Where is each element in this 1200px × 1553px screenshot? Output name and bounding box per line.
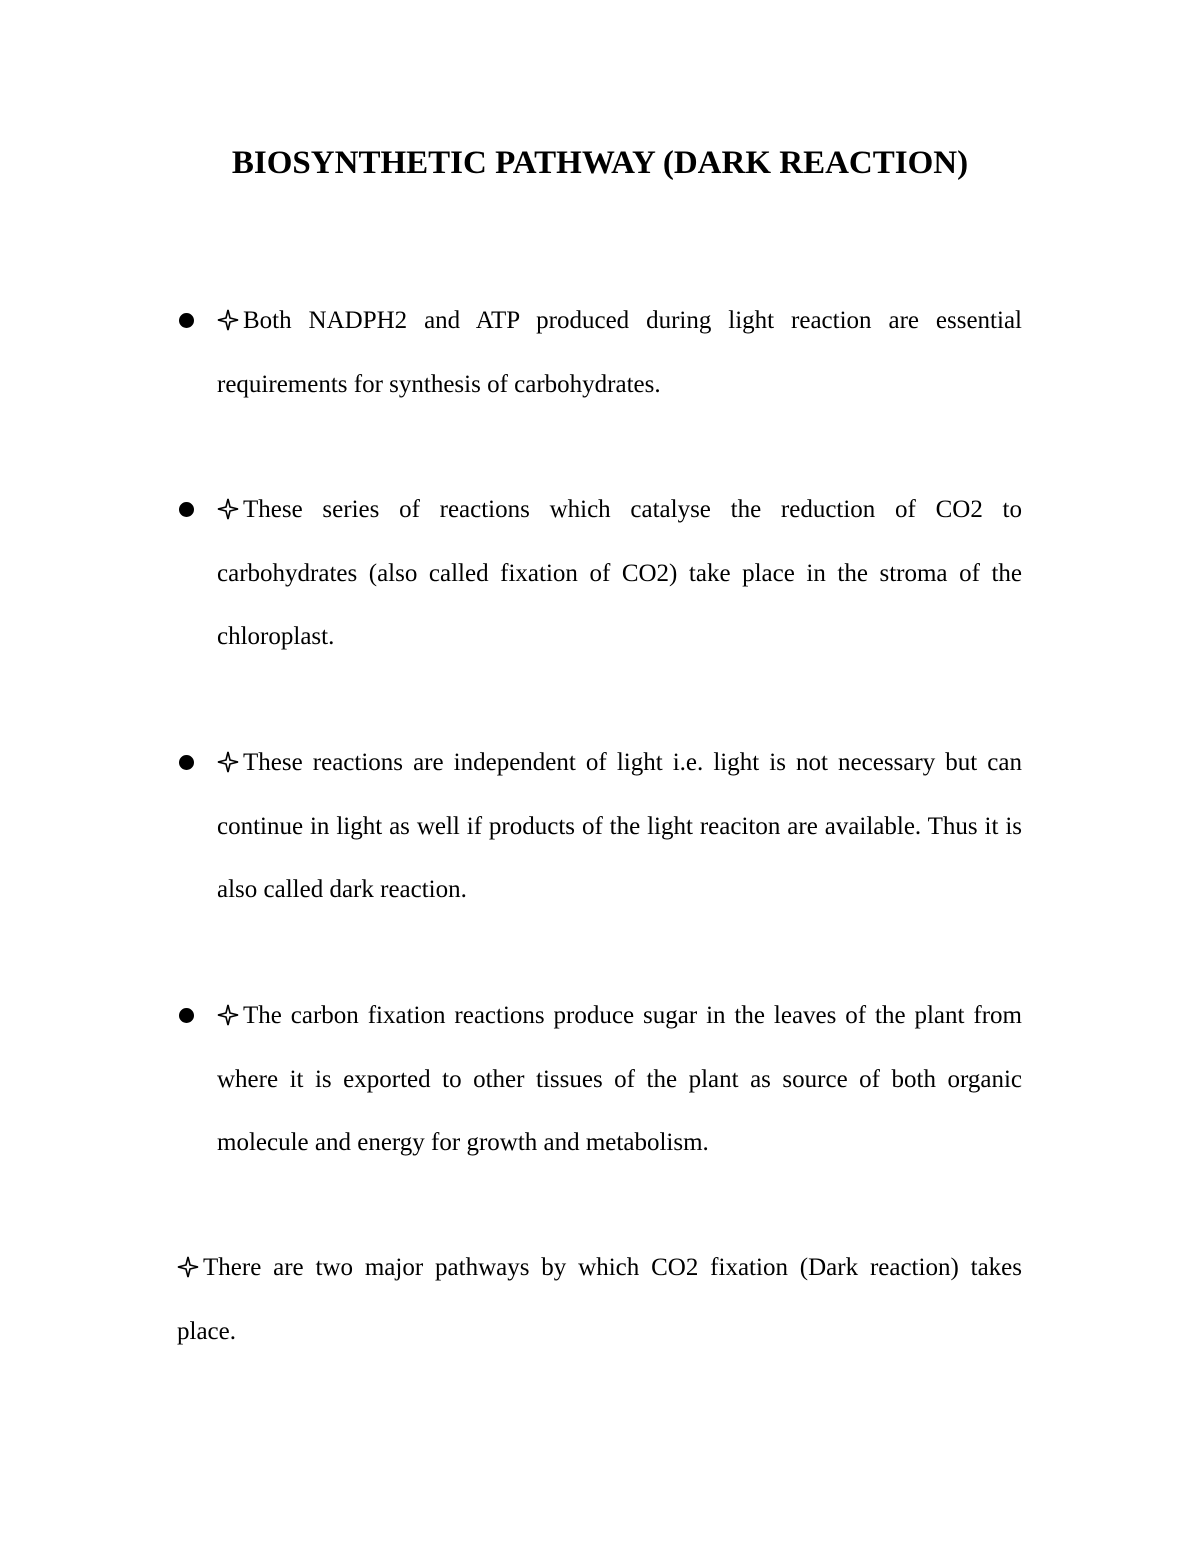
bullet-dot-icon (179, 755, 194, 770)
four-point-star-icon (217, 751, 239, 773)
four-point-star-icon (217, 498, 239, 520)
closing-text: There are two major pathways by which CO2 fixation (Dark reaction) takes place. (177, 1254, 1022, 1345)
list-item (217, 289, 1022, 416)
list-item (217, 731, 1022, 922)
list-item (217, 478, 1022, 669)
bullet-text: These series of reactions which catalyse the reduction of CO2 to carbohydrates (also called fixation of CO2) take place in the stroma of the chloroplast. (217, 496, 1022, 650)
bullet-dot-icon (179, 313, 194, 328)
bullet-dot-icon (179, 502, 194, 517)
page-title: BIOSYNTHETIC PATHWAY (DARK REACTION) (231, 145, 969, 181)
bullet-text: Both NADPH2 and ATP produced during light reaction are essential requirements for synthesis of carbohydrates. (217, 307, 1022, 398)
bullet-text: The carbon fixation reactions produce sugar in the leaves of the plant from where it is exported to other tissues of the plant as source of both organic molecule and energy for growth and metabolism. (217, 1002, 1022, 1156)
four-point-star-icon (217, 309, 239, 331)
four-point-star-icon (177, 1256, 199, 1278)
closing-paragraph (177, 1236, 1022, 1363)
bullet-dot-icon (179, 1008, 194, 1023)
bullet-text: These reactions are independent of light i.e. light is not necessary but can continue in light as well if products of the light reaciton are available. Thus it is also called dark reaction. (217, 749, 1022, 903)
list-item (217, 984, 1022, 1175)
four-point-star-icon (217, 1004, 239, 1026)
